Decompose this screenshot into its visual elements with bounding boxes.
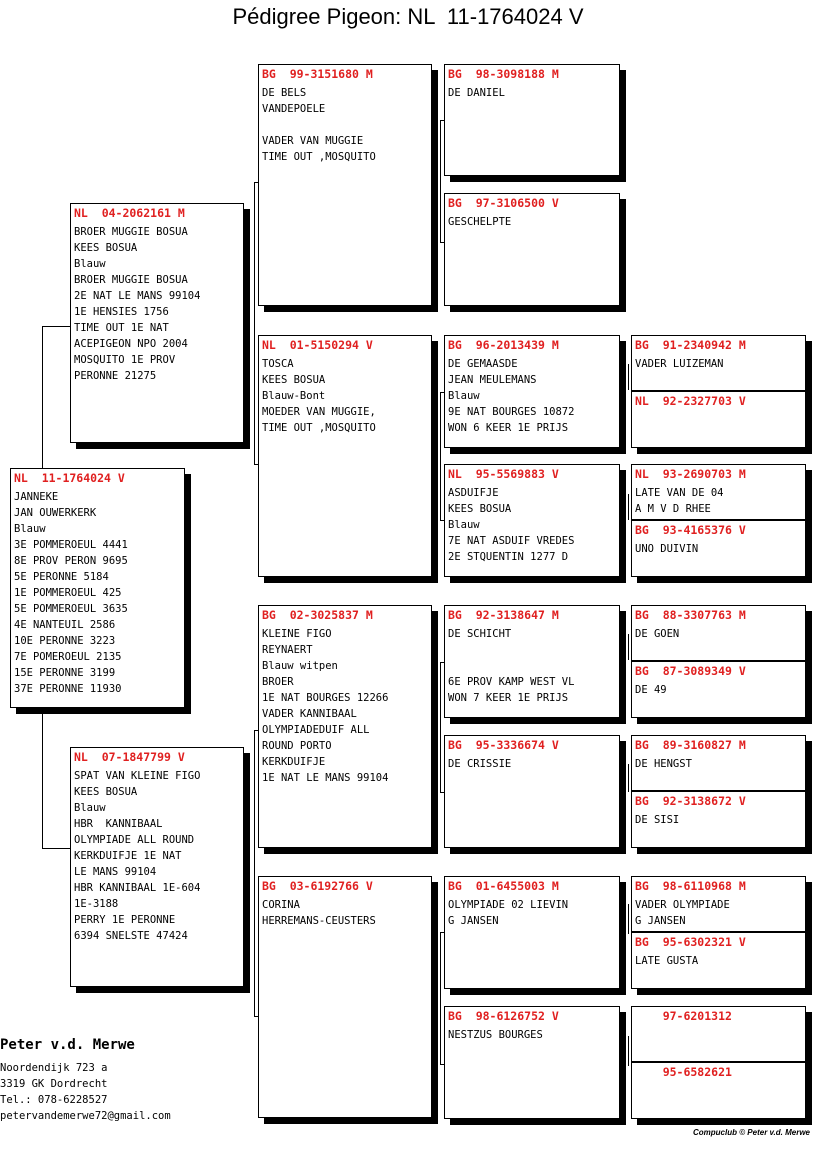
ring-number: NL 92-2327703 V [635, 394, 746, 408]
owner-address-line: 3319 GK Dordrecht [0, 1078, 108, 1090]
pigeon-details: JANNEKE JAN OUWERKERK Blauw 3E POMMEROEUL 4441 8E PROV PERON 9695 5E PERONNE 5184 1E POMMEROEUL 425 5E POMMEROEUL 3635 4E NANTEUIL 2586 10E PERONNE 3223 7E POMEROEUL 2135 15E PERONNE 3199 37E PERONNE 11930 [14, 491, 128, 695]
ring-number: NL 01-5150294 V [262, 338, 373, 352]
pigeon-details [632, 408, 805, 412]
pigeon-details: CORINA HERREMANS-CEUSTERS [262, 899, 376, 927]
pigeon-details: DE SISI [635, 814, 680, 826]
pigeon-details: LATE VAN DE 04 A M V D RHEE [635, 487, 724, 515]
ring-number: BG 95-6302321 V [635, 935, 746, 949]
granddam-dam-card[interactable] [258, 876, 432, 1118]
granddam-sire-card[interactable] [258, 335, 432, 577]
ring-number: BG 95-3336674 V [448, 738, 559, 752]
ring-number: BG 93-4165376 V [635, 523, 746, 537]
ring-number: BG 98-6110968 M [635, 879, 746, 893]
pigeon-details: VADER OLYMPIADE G JANSEN [635, 899, 730, 927]
dam-card[interactable] [70, 747, 244, 987]
grandsire-sire-card[interactable] [258, 64, 432, 306]
owner-info [0, 1036, 171, 1124]
gen5-pair-card[interactable] [631, 876, 806, 989]
ring-number: NL 07-1847799 V [74, 750, 185, 764]
pigeon-details: DE GOEN [635, 628, 680, 640]
subject-pigeon-card[interactable] [10, 468, 185, 708]
pigeon-details: VADER LUIZEMAN [635, 358, 724, 370]
pigeon-details: DE SCHICHT 6E PROV KAMP WEST VL WON 7 KEER 1E PRIJS [448, 628, 575, 704]
gen4-card[interactable] [444, 735, 620, 848]
ring-number: 97-6201312 [635, 1009, 732, 1023]
pigeon-details: DE HENGST [635, 758, 692, 770]
gen5-pair-card[interactable] [631, 735, 806, 848]
gen5-pair-card[interactable] [631, 464, 806, 577]
ring-number: BG 89-3160827 M [635, 738, 746, 752]
ring-number: NL 04-2062161 M [74, 206, 185, 220]
ring-number: NL 95-5569883 V [448, 467, 559, 481]
owner-email[interactable]: petervandemerwe72@gmail.com [0, 1110, 171, 1122]
ring-number: 95-6582621 [635, 1065, 732, 1079]
pigeon-details: DE GEMAASDE JEAN MEULEMANS Blauw 9E NAT BOURGES 10872 WON 6 KEER 1E PRIJS [448, 358, 575, 434]
pigeon-details: DE BELS VANDEPOELE VADER VAN MUGGIE TIME OUT ,MOSQUITO [262, 87, 376, 163]
ring-number: BG 98-6126752 V [448, 1009, 559, 1023]
pigeon-details: OLYMPIADE 02 LIEVIN G JANSEN [448, 899, 569, 927]
ring-number: BG 92-3138672 V [635, 794, 746, 808]
ring-number: BG 96-2013439 M [448, 338, 559, 352]
gen5-pair-card[interactable] [631, 335, 806, 448]
pigeon-details: BROER MUGGIE BOSUA KEES BOSUA Blauw BROER MUGGIE BOSUA 2E NAT LE MANS 99104 1E HENSIES 1756 TIME OUT 1E NAT ACEPIGEON NPO 2004 MOSQUITO 1E PROV PERONNE 21275 [74, 226, 201, 382]
pigeon-details: GESCHELPTE [448, 216, 512, 228]
pigeon-details: LATE GUSTA [635, 955, 699, 967]
ring-number: BG 01-6455003 M [448, 879, 559, 893]
ring-number: BG 88-3307763 M [635, 608, 746, 622]
owner-address-line: Noordendijk 723 a [0, 1062, 108, 1074]
page-title: Pédigree Pigeon: NL 11-1764024 V [232, 4, 584, 29]
ring-number: NL 93-2690703 M [635, 467, 746, 481]
ring-number: BG 99-3151680 M [262, 67, 373, 81]
owner-name: Peter v.d. Merwe [0, 1037, 135, 1053]
pigeon-details: DE CRISSIE [448, 758, 512, 770]
ring-number: BG 87-3089349 V [635, 664, 746, 678]
ring-number: BG 98-3098188 M [448, 67, 559, 81]
gen5-pair-card[interactable] [631, 1006, 806, 1119]
gen4-card[interactable] [444, 1006, 620, 1119]
ring-number: BG 02-3025837 M [262, 608, 373, 622]
sire-card[interactable] [70, 203, 244, 443]
gen5-pair-card[interactable] [631, 605, 806, 718]
pigeon-details [632, 1023, 805, 1027]
owner-phone: Tel.: 078-6228527 [0, 1094, 108, 1106]
pigeon-details: ASDUIFJE KEES BOSUA Blauw 7E NAT ASDUIF VREDES 2E STQUENTIN 1277 D [448, 487, 575, 563]
gen4-card[interactable] [444, 64, 620, 176]
gen4-card[interactable] [444, 464, 620, 577]
ring-number: NL 11-1764024 V [14, 471, 125, 485]
gen4-card[interactable] [444, 876, 620, 989]
pigeon-details [632, 1079, 805, 1083]
ring-number: BG 97-3106500 V [448, 196, 559, 210]
gen4-card[interactable] [444, 335, 620, 448]
gen4-card[interactable] [444, 193, 620, 306]
pigeon-details: KLEINE FIGO REYNAERT Blauw witpen BROER 1E NAT BOURGES 12266 VADER KANNIBAAL OLYMPIADEDUIF ALL ROUND PORTO KERKDUIFJE 1E NAT LE MANS 99104 [262, 628, 389, 784]
pigeon-details: DE DANIEL [448, 87, 505, 99]
ring-number: BG 91-2340942 M [635, 338, 746, 352]
pigeon-details: NESTZUS BOURGES [448, 1029, 543, 1041]
pigeon-details: UNO DUIVIN [635, 543, 699, 555]
footer-credit: Compuclub © Peter v.d. Merwe [692, 1128, 810, 1137]
pigeon-details: TOSCA KEES BOSUA Blauw-Bont MOEDER VAN MUGGIE, TIME OUT ,MOSQUITO [262, 358, 376, 434]
gen4-card[interactable] [444, 605, 620, 718]
ring-number: BG 03-6192766 V [262, 879, 373, 893]
ring-number: BG 92-3138647 M [448, 608, 559, 622]
pigeon-details: DE 49 [635, 684, 667, 696]
grandsire-dam-card[interactable] [258, 605, 432, 848]
pigeon-details: SPAT VAN KLEINE FIGO KEES BOSUA Blauw HBR KANNIBAAL OLYMPIADE ALL ROUND KERKDUIFJE 1E NAT LE MANS 99104 HBR KANNIBAAL 1E-604 1E-3188 PERRY 1E PERONNE 6394 SNELSTE 47424 [74, 770, 201, 942]
